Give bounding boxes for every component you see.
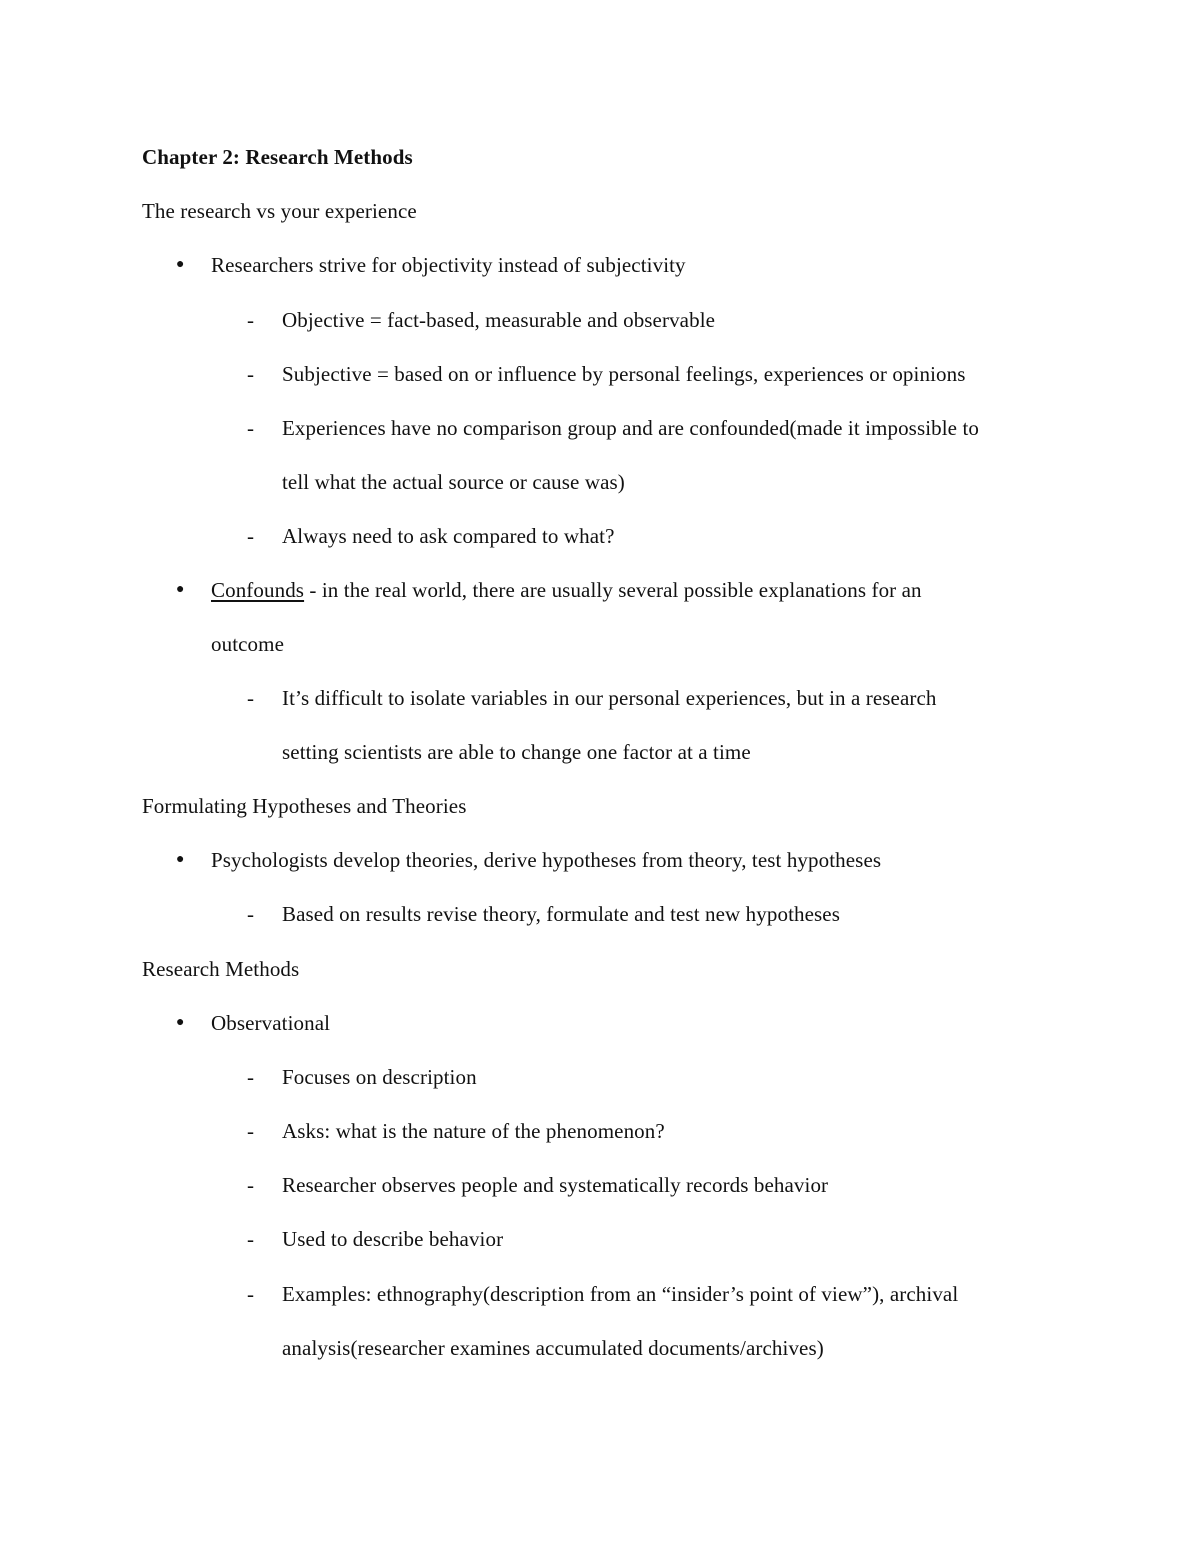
bullet-glyph: ● — [176, 257, 185, 272]
dash-glyph: - — [247, 1119, 254, 1143]
dash-glyph: - — [247, 902, 254, 926]
subitem-revise-theory: Based on results revise theory, formulate and test new hypotheses — [282, 902, 840, 926]
dash-glyph: - — [247, 362, 254, 386]
section-heading-hypotheses: Formulating Hypotheses and Theories — [142, 794, 467, 818]
subitem-compared-to-what: Always need to ask compared to what? — [282, 524, 615, 548]
page-title: Chapter 2: Research Methods — [142, 145, 413, 169]
bullet-glyph: ● — [176, 582, 185, 597]
bullet-confounds-continuation: outcome — [211, 632, 285, 656]
subitem-records-behavior: Researcher observes people and systematically records behavior — [282, 1173, 829, 1197]
subitem-objective: Objective = fact-based, measurable and observable — [282, 308, 716, 332]
subitem-asks: Asks: what is the nature of the phenomenon? — [282, 1119, 665, 1143]
subitem-isolate-variables-line2: setting scientists are able to change one factor at a time — [282, 740, 751, 764]
bullet-confounds — [211, 576, 922, 604]
subitem-subjective: Subjective = based on or influence by personal feelings, experiences or opinions — [282, 362, 966, 386]
subitem-examples-line2: analysis(researcher examines accumulated documents/archives) — [282, 1336, 824, 1360]
subitem-describe-behavior: Used to describe behavior — [282, 1227, 504, 1251]
term-confounds: Confounds — [211, 578, 305, 602]
bullet-observational: Observational — [211, 1011, 331, 1035]
dash-glyph: - — [247, 416, 254, 440]
bullet-psychologists: Psychologists develop theories, derive hypotheses from theory, test hypotheses — [211, 848, 882, 872]
section-heading-research-methods: Research Methods — [142, 957, 300, 981]
section-heading-research-vs-experience: The research vs your experience — [142, 199, 417, 223]
dash-glyph: - — [247, 1065, 254, 1089]
subitem-isolate-variables-line1: It’s difficult to isolate variables in our personal experiences, but in a research — [282, 686, 937, 710]
dash-glyph: - — [247, 1227, 254, 1251]
bullet-glyph: ● — [176, 1015, 185, 1030]
subitem-experiences-line1: Experiences have no comparison group and are confounded(made it impossible to — [282, 416, 979, 440]
bullet-objectivity: Researchers strive for objectivity instead of subjectivity — [211, 253, 686, 277]
dash-glyph: - — [247, 1173, 254, 1197]
subitem-examples-line1: Examples: ethnography(description from an “insider’s point of view”), archival — [282, 1282, 959, 1306]
dash-glyph: - — [247, 1282, 254, 1306]
confounds-definition: - in the real world, there are usually several possible explanations for an — [304, 578, 922, 602]
subitem-experiences-line2: tell what the actual source or cause was) — [282, 470, 625, 494]
subitem-description: Focuses on description — [282, 1065, 477, 1089]
dash-glyph: - — [247, 308, 254, 332]
bullet-glyph: ● — [176, 852, 185, 867]
dash-glyph: - — [247, 524, 254, 548]
dash-glyph: - — [247, 686, 254, 710]
